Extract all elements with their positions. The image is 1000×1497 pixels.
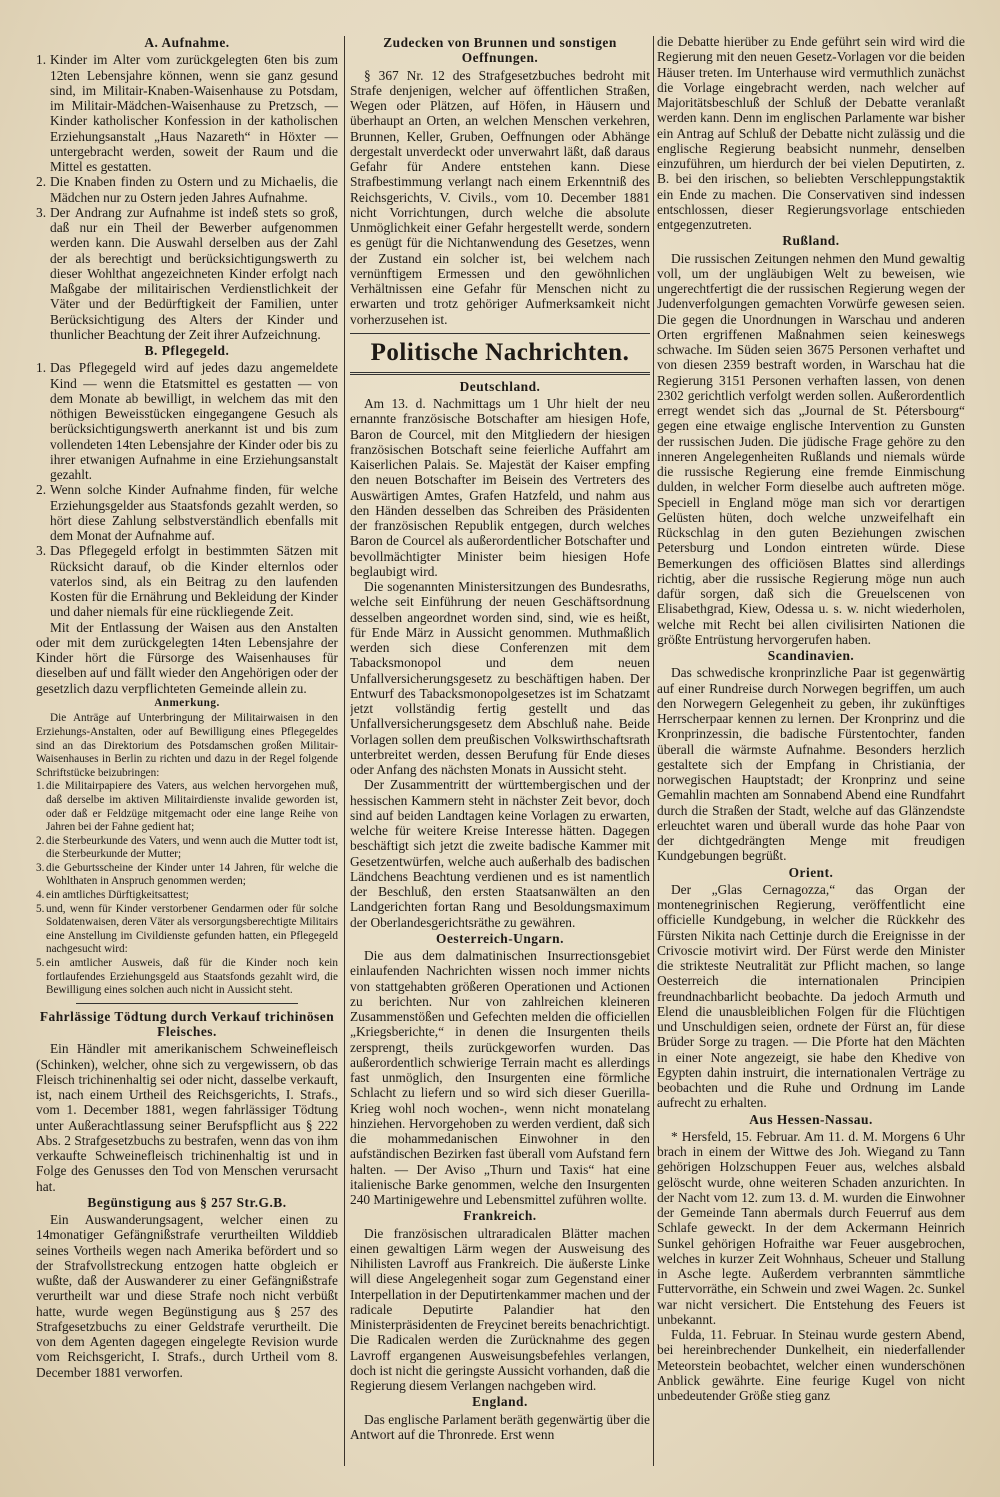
- item-text: Das Pflegegeld wird auf jedes dazu angemeldete Kind — wenn die Etatsmittel es gestatten — von dem Monate ab bewilligt, in welchem das mit den nöthigen Beweisstücken eingegangene Gesuch als berücksichtigungswerth anerkannt ist und bis zum vollendeten 14ten Lebensjahre der Kinder oder bis zu ihrer etwanigen Aufnahme in eine Erziehungsanstalt gezahlt.: [50, 360, 338, 482]
- section-heading: Frankreich.: [463, 1208, 537, 1224]
- item-number: 5.: [36, 902, 45, 915]
- section-heading: England.: [472, 1394, 528, 1410]
- item-number: 2.: [36, 482, 47, 498]
- section-heading: A. Aufnahme.: [144, 35, 230, 50]
- item-number: 3.: [36, 543, 47, 559]
- paragraph: Die aus dem dalmatinischen Insurrectionsgebiet einlaufenden Nachrichten wissen noch immer nichts von stattgehabten größeren Operationen und Actionen zu berichten. Nur von zahlreichen kleineren Zusammenstößen und Gefechten melden die officiellen „Kriegsberichte,“ in denen die Insurgenten theils zersprengt, theils zurückgeworfen wurden. Das außerordentlich schwierige Terrain macht es allerdings fast unmöglich, den Insurgenten eine förmliche Schlacht zu liefern und so wird sich dieser Guerilla-Krieg wohl noch wochen-, wenn nicht monatelang hinziehen. Hervorgehoben zu werden verdient, daß sich die mohammedanischen Einwohner in den aufständischen Bezirken fast überall vom Aufstand fern halten. — Der Aviso „Thurn und Taxis“ hat eine italienische Barke genommen, welche den Insurgenten 240 Martinigewehre und Lebensmittel zuführen wollte.: [350, 948, 650, 1207]
- list-item: [36, 174, 338, 205]
- item-number: 1.: [36, 780, 45, 793]
- column-1: [36, 34, 338, 1474]
- item-text: die Sterbeurkunde des Vaters, und wenn auch die Mutter todt ist, die Sterbeurkunde der Mutter;: [46, 834, 338, 861]
- paragraph: Ein Auswanderungsagent, welcher einen zu 14monatiger Gefängnißstrafe verurtheilten Wilddieb seines Vortheils wegen nach Amerika befördert und so der Strafvollstreckung entzogen hatte obgleich er wußte, daß der Auswanderer zu einer Gefängnißstrafe verurtheilt war und diese Strafe noch nicht verbüßt hatte, wurde wegen Begünstigung aus § 257 des Strafgesetzbuchs zu einer Geldstrafe verurtheilt. Die von dem Agenten dagegen eingelegte Revision wurde vom Reichsgericht, I. Strafs., durch Urtheil vom 8. December 1881 verworfen.: [36, 1212, 338, 1380]
- item-number: 1.: [36, 360, 47, 376]
- paragraph: Das englische Parlament beräth gegenwärtig über die Antwort auf die Thronrede. Erst wenn: [350, 1411, 650, 1442]
- item-number: 5.: [36, 957, 45, 970]
- list-item: [36, 52, 338, 174]
- paragraph: Mit der Entlassung der Waisen aus den Anstalten oder mit dem zurückgelegten 14ten Lebensjahre der Kinder hört die Fürsorge des Waisenhauses für dieselben auf und fällt wieder den Angehörigen oder der gesetzlich dazu verpflichteten Gemeinde allein zu.: [36, 619, 338, 696]
- list-item: [36, 862, 338, 889]
- list-item: [36, 543, 338, 619]
- column-divider: [344, 36, 345, 1466]
- paragraph: * Hersfeld, 15. Februar. Am 11. d. M. Morgens 6 Uhr brach in einem der Wittwe des Joh. Wiegand zu Tann gehörigen Holzschuppen Feuer aus, welches alsbald gelöscht wurde, ohne weiteren Schaden anzurichten. In der Nacht vom 12. zum 13. d. M. wurden die Einwohner der Gemeinde Tann abermals durch Feuerruf aus dem Schlafe geweckt. In der dem Ackermann Heinrich Sunkel gehörigen Hofraithe war Feuer ausgebrochen, welches in kurzer Zeit Wohnhaus, Scheuer und Stallung in Asche legte. Außerdem verbrannten sämmtliche Futtervorräthe, ein Schwein und zwei Wagen. 2c. Sunkel war nicht versichert. Die Entstehung des Feuers ist unbekannt.: [657, 1128, 965, 1327]
- paragraph: Die sogenannten Ministersitzungen des Bundesraths, welche seit Einführung der neuen Geschäftsordnung desselben angeordnet worden sind, sind, wie es heißt, für Ende März in Aussicht genommen. Muthmaßlich werden sich diese Conferenzen mit dem Tabacksmonopol und dem neuen Unfallversicherungsgesetz zu beschäftigen haben. Der Entwurf des Tabacksmonopolgesetzes ist im Schatzamt jetzt vollständig fertig gestellt und das Unfallversicherungsgesetz dem Abschluß nahe. Beide Vorlagen sollen dem preußischen Volkswirthschaftsrath unterbreitet werden, dessen Berufung für Ende dieses oder Anfang des nächsten Monats in Aussicht steht.: [350, 579, 650, 777]
- paragraph: Die Anträge auf Unterbringung der Militairwaisen in den Erziehungs-Anstalten, oder auf Bewilligung eines Pflegegeldes sind an das Direktorium des Potsdamschen großen Militair-Waisenhauses in Berlin zu richten und dazu in der Regel folgende Schriftstücke beizubringen:: [36, 712, 338, 779]
- item-text: ein amtliches Dürftigkeitsattest;: [46, 889, 189, 902]
- item-number: 2.: [36, 174, 47, 190]
- item-number: 3.: [36, 204, 47, 220]
- item-text: Kinder im Alter vom zurückgelegten 6ten bis zum 12ten Lebensjahre können, wenn sie ganz gesund sind, im Militair-Knaben-Waisenhause zu Potsdam, im Militair-Mädchen-Waisenhause zu Pretzsch, — Kinder katholischer Konfession in der katholischen Erziehungsanstalt „Haus Nazareth“ in Höxter — untergebracht werden, soweit der Raum und die Mittel es gestatten.: [50, 52, 338, 174]
- paragraph: die Debatte hierüber zu Ende geführt sein wird wird die Regierung mit den neuen Gesetz-Vorlagen vor die beiden Häuser treten. Im Unterhause wird vermuthlich zunächst die Vorlage eingebracht werden, nach welcher auf Majoritätsbeschluß der Schluß der Debatte veranlaßt werden kann. Denn im englischen Parlamente war bisher ein Antrag auf Schluß der Debatte nicht zulässig und die englische Regierung beabsicht nunmehr, denselben einzuführen, um hierdurch der bei vielen Deputirten, z. B. bei den irischen, so beliebten Verschleppungstaktik ein Ende zu machen. Die Conservativen sind indessen entschlossen, dieser Regierungsvorlage entschieden entgegenzutreten.: [657, 34, 965, 232]
- item-text: Der Andrang zur Aufnahme ist indeß stets so groß, daß nur ein Theil der Bewerber aufgenommen werden kann. Die Auswahl derselben aus der Zahl der als berechtigt und berücksichtigungswerth zu dieser Wohlthat angezeichneten Kinder erfolgt nach Maßgabe der militairischen Verdienstlichkeit der Väter und der Bedürftigkeit der Familien, unter Berücksichtigung des Alters der Kinder und thunlicher Beachtung der Zeit ihrer Aufzeichnung.: [50, 204, 338, 342]
- paragraph: § 367 Nr. 12 des Strafgesetzbuches bedroht mit Strafe denjenigen, welcher auf öffentlichen Straßen, Wegen oder Plätzen, auf Höfen, in Häusern und überhaupt an Orten, an welchen Menschen verkehren, Brunnen, Keller, Gruben, Oeffnungen oder Abhänge dergestalt unverdeckt oder unverwahrt läßt, daß daraus Gefahr für Andere entstehen kann. Diese Strafbestimmung verlangt nach einem Erkenntniß des Reichsgerichts, V. Civils., vom 10. December 1881 nicht Vorrichtungen, durch welche die absolute Unmöglichkeit einer Gefahr hergestellt werde, sondern es genügt für die Nichtanwendung des Gesetzes, wenn der Zustand ein solcher ist, bei welchem nach vernünftigem Ermessen und den gewöhnlichen Verhältnissen eine Gefahr für Menschen nicht zu erwarten und trotz gehöriger Aufmerksamkeit nicht vorherzusehen ist.: [350, 67, 650, 327]
- item-text: die Militairpapiere des Vaters, aus welchen hervorgehen muß, daß derselbe im aktiven Militairdienste invalide geworden ist, oder daß er Feldzüge mitgemacht oder eine lange Reihe von Jahren bei der Fahne gedient hat;: [46, 780, 338, 834]
- item-number: 4.: [36, 889, 45, 902]
- list-item: [36, 835, 338, 862]
- list-item: [36, 780, 338, 834]
- item-text: Die Knaben finden zu Ostern und zu Michaelis, die Mädchen nur zu Ostern jeden Jahres Aufnahme.: [50, 174, 338, 205]
- article-divider: [76, 1003, 298, 1004]
- annotation-section: [36, 697, 338, 998]
- section-heading: Begünstigung aus § 257 Str.G.B.: [87, 1194, 287, 1210]
- main-heading: Politische Nachrichten.: [350, 333, 650, 375]
- item-number: 3.: [36, 861, 45, 874]
- column-3: [657, 34, 965, 1474]
- item-text: Das Pflegegeld erfolgt in bestimmten Sätzen mit Rücksicht darauf, ob die Kinder elternlos oder vaterlos sind, als ein Beitrag zu den laufenden Kosten für die Ernährung und Bekleidung der Kinder und daher niemals für eine rückliegende Zeit.: [50, 543, 338, 620]
- section-heading: Fahrlässige Tödtung durch Verkauf trichinösen Fleisches.: [39, 1008, 335, 1040]
- list-item: [36, 889, 338, 903]
- paragraph: Ein Händler mit amerikanischem Schweinefleisch (Schinken), welcher, ohne sich zu vergewissern, ob das Fleisch trichinenhaltig sei oder nicht, dasselbe verkauft, ist, nach einem Urtheil des Reichsgerichts, I. Strafs., vom 1. December 1881, wegen fahrlässiger Tödtung unter Außerachtlassung seiner Berufspflicht aus § 222 Abs. 2 Strafgesetzbuchs zu bestrafen, wenn das von ihm verkaufte Schweinefleisch trichinenhaltig ist und in Folge des Genusses den Tod von Menschen verursacht hat.: [36, 1041, 338, 1194]
- item-text: und, wenn für Kinder verstorbener Gendarmen oder für solche Soldatenwaisen, deren Väter als versorgungsberechtigte Militairs eine Anstellung im Civildienste gefunden hatten, ein Pflegegeld nachgesucht wird:: [46, 902, 338, 956]
- paragraph: Die französischen ultraradicalen Blätter machen einen gewaltigen Lärm wegen der Ausweisung des Nihilisten Lavroff aus Frankreich. Die äußerste Linke will diese Angelegenheit sogar zum Gegenstand einer Interpellation in der Deputirtenkammer machen und der radicale Deputirte Palandier hat den Ministerpräsidenten de Freycinet bereits benachrichtigt. Die Radicalen werden die Zurücknahme des gegen Lavroff ergangenen Ausweisungsbefehles verlangen, doch ist nicht die geringste Aussicht vorhanden, daß die Regierung diesem Verlangen nachgeben wird.: [350, 1225, 650, 1393]
- list-item: [36, 205, 338, 342]
- paragraph: Am 13. d. Nachmittags um 1 Uhr hielt der neu ernannte französische Botschafter am hiesigen Hofe, Baron de Courcel, mit den Mitgliedern der hiesigen französischen Botschaft seine feierliche Auffahrt am Kaiserlichen Palais. Se. Majestät der Kaiser empfing den neuen Botschafter im Beisein des Vertreters des Auswärtigen Amtes, Grafen Hatzfeld, und nahm aus den Händen desselben das Schreiben des Präsidenten der französischen Republik entgegen, durch welches Baron de Courcel als außerordentlicher Botschafter und bevollmächtigter Minister beim hiesigen Hofe beglaubigt wird.: [350, 396, 650, 579]
- list-item: [36, 360, 338, 482]
- section-heading: Anmerkung.: [154, 696, 220, 709]
- section-heading: Scandinavien.: [767, 648, 855, 663]
- list-item: [36, 482, 338, 543]
- section-heading: Rußland.: [782, 233, 840, 249]
- section-heading: B. Pflegegeld.: [144, 343, 230, 358]
- paragraph: Fulda, 11. Februar. In Steinau wurde gestern Abend, bei hereinbrechender Dunkelheit, ein niederfallender Meteorstein beobachtet, welcher einen wunderschönen Anblick gewährte. Eine feurige Kugel von nicht unbedeutender Größe stieg ganz: [657, 1327, 965, 1403]
- list-item: [36, 903, 338, 957]
- column-2: [350, 34, 650, 1474]
- item-number: 1.: [36, 52, 47, 68]
- item-text: ein amtlicher Ausweis, daß für die Kinder noch kein fortlaufendes Erziehungsgeld aus Staatsfonds gezahlt wird, die Bewilligung eines solchen auch nicht in Aussicht steht.: [46, 957, 338, 997]
- item-text: die Geburtsscheine der Kinder unter 14 Jahren, für welche die Wohlthaten in Anspruch genommen werden;: [46, 861, 338, 888]
- paragraph: Die russischen Zeitungen nehmen den Mund gewaltig voll, um der ungläubigen Welt zu beweisen, wie ungerechtfertigt die der russischen Regierung wegen der Judenverfolgungen gemachten Vorwürfe gewesen seien. Die gegen die Unordnungen in Warschau und anderen Orten ergriffenen Maßnahmen seien keineswegs schwache. Im Süden seien 3675 Personen verhaftet und von diesen 2359 bestraft worden, in Warschau hat die Regierung 3151 Personen verhaften lassen, von denen 2302 gerichtlich verfolgt werden sollen. Außerordentlich erregt wendet sich das „Journal de St. Pétersbourg“ gegen eine etwaige englische Intervention zu Gunsten der russischen Juden. Die jüdische Frage gehöre zu den inneren Angelegenheiten Rußlands und niemals würde die russische Regierung eine fremde Einmischung dulden, in welcher Form dieselbe auch auftreten möge. Speciell in England möge man sich vor derartigen Gelüsten hüten, doch welche unzweifelhaft ein Rückschlag in den guten Beziehungen zwischen Petersburg und London eintreten würde. Diese Bemerkungen des officiösen Blattes sind allerdings richtig, aber die russische Regierung möge nun auch dafür sorgen, daß sich die Greuelscenen von Elisabethgrad, Kiew, Odessa u. s. w. nicht wiederholen, welche mit Recht bei allen civilisirten Nationen die größte Entrüstung hervorgerufen haben.: [657, 250, 965, 647]
- list-item: [36, 957, 338, 998]
- section-heading: Aus Hessen-Nassau.: [749, 1111, 873, 1127]
- paragraph: Der „Glas Cernagozza,“ das Organ der montenegrinischen Regierung, veröffentlicht eine officielle Kundgebung, in welcher die Rückkehr des Fürsten Nikita nach Cettinje durch die Ereignisse in der Crivoscie motivirt wird. Der Fürst werde den Minister die strikteste Neutralität zur Pflicht machen, so lange Oesterreich die internationalen Principien freundnachbarlicht beobachte. Da jedoch Armuth und Elend die unausbleiblichen Folgen für die Flüchtigen und Unschuldigen seien, ordnete der Fürst an, für diese Brüder Sorge zu tragen. — Die Pforte hat den Mächten in einer Note angezeigt, sie habe den Khedive von Egypten dahin instruirt, die internationalen Verträge zu beobachten und die Ruhe und Ordnung im Lande aufrecht zu erhalten.: [657, 881, 965, 1111]
- paragraph: Das schwedische kronprinzliche Paar ist gegenwärtig auf einer Rundreise durch Norwegen begriffen, um auch den Norwegern Gelegenheit zu geben, ihr zukünftiges Herrscherpaar kennen zu lernen. Der Kronprinz und die Kronprinzessin, die badische Fürstentochter, fanden überall die wärmste Aufnahme. Besonders herzlich gestaltete sich der Empfang in Christiania, der norwegischen Hauptstadt; der Kronprinz und seine Gemahlin machten am Sonnabend Abend eine Rundfahrt durch die Straßen der Stadt, welche auf das Glänzendste erleuchtet waren und überall wurde das hohe Paar von der dichtgedrängten Menge mit freudigen Kundgebungen begrüßt.: [657, 665, 965, 864]
- section-heading: Deutschland.: [459, 378, 541, 394]
- item-number: 2.: [36, 834, 45, 847]
- section-heading: Orient.: [788, 864, 834, 880]
- paragraph: Der Zusammentritt der württembergischen und der hessischen Kammern steht in nächster Zeit bevor, doch sind auf beiden Landtagen keine Vorlagen zu erwarten, welche für weitere Kreise Interesse hätten. Dagegen beschäftigt sich jetzt die zweite badische Kammer mit Gesetzentwürfen, welche auch außerhalb des badischen Ländchens Beachtung verdienen und es ist namentlich der Beschluß, den ersten Staatsanwälten an den Landgerichten fortan Rang und Besoldungsmaximum der Oberlandesgerichtsräthe zu gewähren.: [350, 777, 650, 930]
- column-divider: [653, 36, 654, 1466]
- section-heading: Oesterreich-Ungarn.: [436, 930, 564, 946]
- item-text: Wenn solche Kinder Aufnahme finden, für welche Erziehungsgelder aus Staatsfonds gezahlt werden, so hört diese Zahlung selbstverständlich ebenfalls mit dem Monat der Aufnahme auf.: [50, 482, 338, 543]
- section-heading: Zudecken von Brunnen und sonstigen Oeffnungen.: [383, 35, 617, 66]
